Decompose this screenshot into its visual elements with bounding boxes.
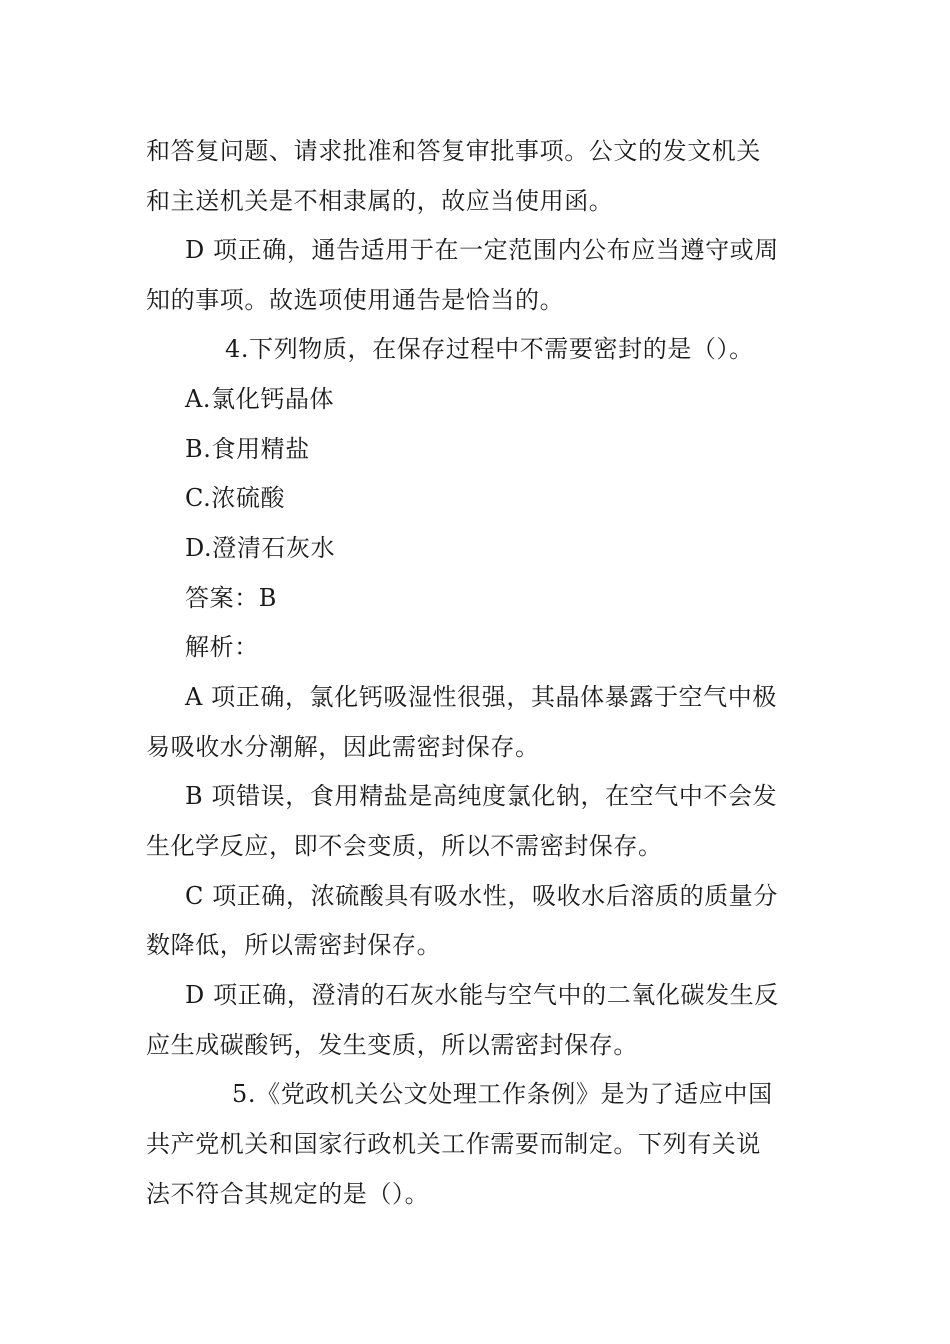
text-line: 生化学反应，即不会变质，所以不需密封保存。 [146, 832, 663, 860]
text-line: 应生成碳酸钙，发生变质，所以需密封保存。 [146, 1031, 638, 1059]
question-4-title: 4.下列物质，在保存过程中不需要密封的是（）。 [225, 335, 754, 363]
text-line: D 项正确，通告适用于在一定范围内公布应当遵守或周 [185, 236, 779, 264]
text-line: 数降低，所以需密封保存。 [146, 931, 442, 959]
text-line: 法不符合其规定的是（）。 [146, 1180, 430, 1208]
text-line: D 项正确，澄清的石灰水能与空气中的二氧化碳发生反 [185, 981, 779, 1009]
text-line: 和答复问题、请求批准和答复审批事项。公文的发文机关 [146, 137, 761, 165]
answer-line: 答案：B [185, 584, 278, 612]
text-line: C 项正确，浓硫酸具有吸水性，吸收水后溶质的质量分 [185, 882, 778, 910]
text-line: 和主送机关是不相隶属的，故应当使用函。 [146, 187, 614, 215]
text-line: B 项错误，食用精盐是高纯度氯化钠，在空气中不会发 [185, 782, 778, 810]
option-a: A.氯化钙晶体 [185, 385, 335, 413]
analysis-heading: 解析： [185, 633, 259, 661]
text-line: 易吸收水分潮解，因此需密封保存。 [146, 733, 540, 761]
option-b: B.食用精盐 [185, 435, 310, 463]
option-d: D.澄清石灰水 [185, 534, 336, 562]
text-line: 知的事项。故选项使用通告是恰当的。 [146, 286, 565, 314]
question-5-title: 5.《党政机关公文处理工作条例》是为了适应中国 [232, 1080, 773, 1108]
text-line: A 项正确，氯化钙吸湿性很强，其晶体暴露于空气中极 [185, 683, 777, 711]
option-c: C.浓硫酸 [185, 484, 286, 512]
text-line: 共产党机关和国家行政机关工作需要而制定。下列有关说 [146, 1130, 761, 1158]
